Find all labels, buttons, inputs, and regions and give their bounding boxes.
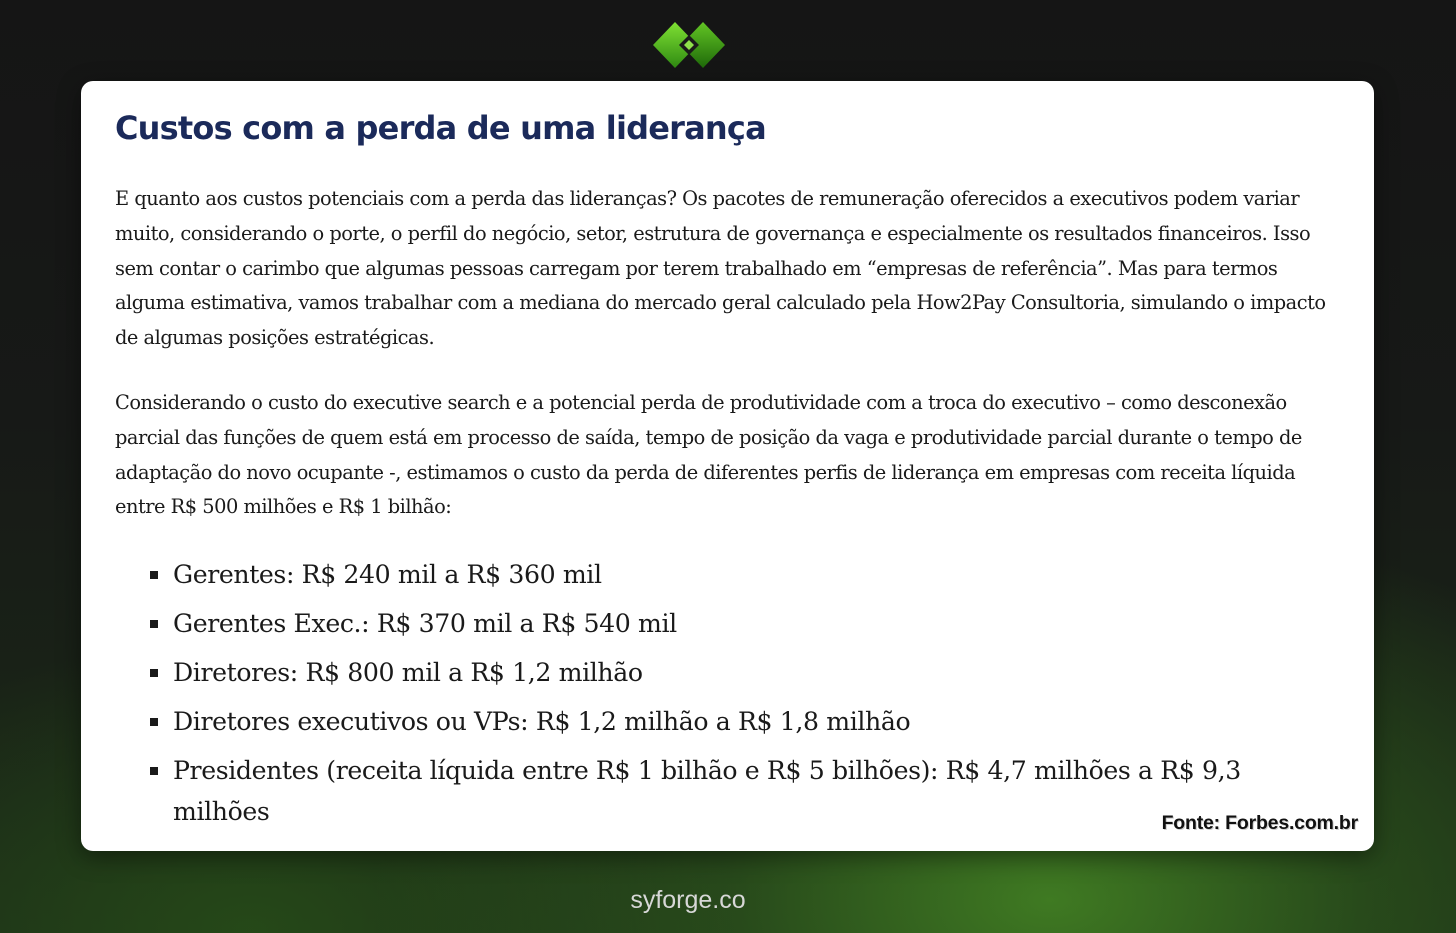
brand-logo [651,20,727,70]
square-bullet-icon [150,767,158,775]
estimate-paragraph: Considerando o custo do executive search e a potencial perda de produtividade com a troca do executivo – como desconexão parcial das funções de quem está em processo de saída, tempo de posição da vaga e produtividade parcial durante o tempo de adaptação do novo ocupante -, estimamos o custo da perda de diferentes perfis de liderança em empresas com receita líquida entre R$ 500 milhões e R$ 1 bilhão: [115,391,1302,519]
cost-list [150,554,1280,840]
footer-domain: syforge.co [630,886,746,914]
list-item-text: Diretores executivos ou VPs: R$ 1,2 milhão a R$ 1,8 milhão [173,707,911,736]
square-bullet-icon [150,669,158,677]
list-item-text: Gerentes Exec.: R$ 370 mil a R$ 540 mil [173,609,677,638]
source-credit: Fonte: Forbes.com.br [1161,812,1358,834]
list-item-text: Diretores: R$ 800 mil a R$ 1,2 milhão [173,658,643,687]
article-card [81,81,1374,851]
list-item-text: Gerentes: R$ 240 mil a R$ 360 mil [173,560,602,589]
list-item [150,701,1280,742]
list-item [150,554,1280,595]
list-item [150,652,1280,693]
list-item [150,603,1280,644]
article-title: Custos com a perda de uma liderança [115,109,766,147]
list-item-text: Presidentes (receita líquida entre R$ 1 bilhão e R$ 5 bilhões): R$ 4,7 milhões a R$ 9,3 milhões [173,756,1241,826]
square-bullet-icon [150,620,158,628]
green-diamond-logo-icon [651,20,727,70]
intro-paragraph: E quanto aos custos potenciais com a perda das lideranças? Os pacotes de remuneração oferecidos a executivos podem variar muito, considerando o porte, o perfil do negócio, setor, estrutura de governança e especialmente os resultados financeiros. Isso sem contar o carimbo que algumas pessoas carregam por terem trabalhado em “empresas de referência”. Mas para termos alguma estimativa, vamos trabalhar com a mediana do mercado geral calculado pela How2Pay Consultoria, simulando o impacto de algumas posições estratégicas. [115,187,1326,350]
square-bullet-icon [150,571,158,579]
square-bullet-icon [150,718,158,726]
list-item [150,750,1280,832]
